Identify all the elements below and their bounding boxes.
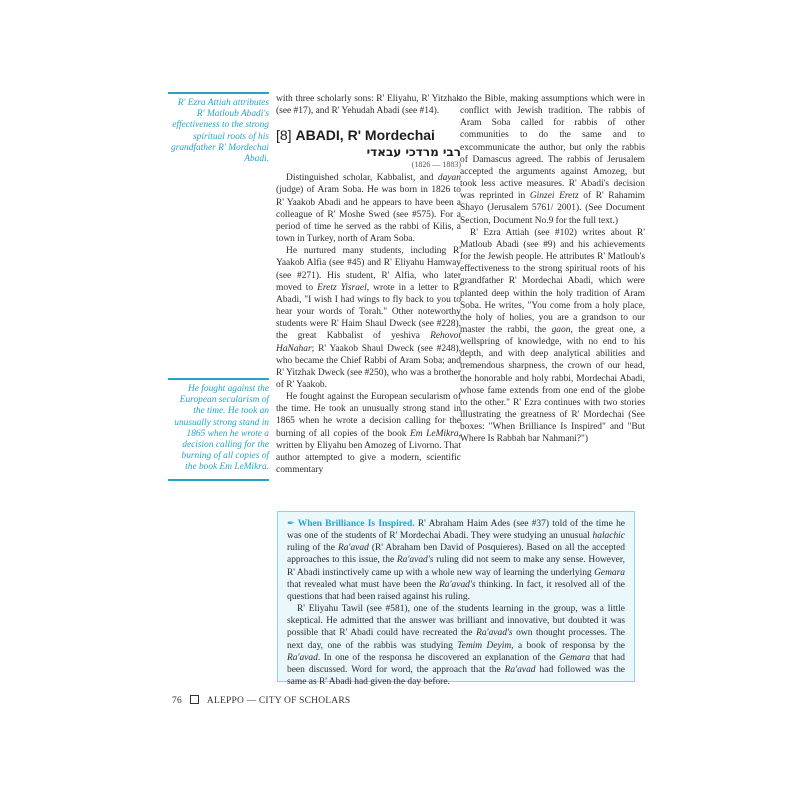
box-title: When Brilliance Is Inspired. — [297, 519, 415, 529]
paragraph: He fought against the European secularism of the time. He took an unusually strong stand in 1865 when he wrote a decision calling for the burning of all copies of the book Em LeMikra, written by Eliyahu ben Amozeg of Livorno. That author attempted to give a modern, scientific commentary — [276, 392, 461, 476]
paragraph: to the Bible, making assumptions which were in conflict with Jewish tradition. The rabbis of Aram Soba called for rabbis of other communities to do the same and to excommunicate the author, but only the rabbis of Damascus agreed. The rabbis of Jerusalem accepted the arguments against Amozeg, but took less active measures. R' Abadi's decision was reprinted in Ginzei Eretz of R' Rahamim Shayo (Jerusalem 5761/ 2001). (See Document Section, Document No.9 for the full text.) — [460, 94, 645, 226]
box-paragraph: ✒ When Brilliance Is Inspired. R' Abraham Haim Ades (see #37) told of the time he was one of the students of R' Mordechai Abadi. They were studying an unusual halachic ruling of the Ra'avad (R' Abraham ben David of Posquieres). Based on all the accepted approaches to this issue, the Ra'avad's ruling did not seem to make any sense. However, R' Abadi instinctively came up with a whole new way of learning the underlying Gemara that revealed what must have been the Ra'avad's thinking. In fact, it resolved all of the questions that had been raised against his ruling. — [287, 518, 626, 602]
entry-name: ABADI, R' Mordechai — [295, 127, 435, 144]
entry-heading — [276, 127, 461, 143]
box-paragraph: R' Eliyahu Tawil (see #581), one of the students learning in the group, was a little skeptical. He admitted that the answer was brilliant and innovative, but doubted it was possible that R' Abadi could have recreated the Ra'avad's own thought processes. The next day, one of the rabbis was studying Temim Deyim, a book of responsa by the Ra'avad. In one of the responsa he discovered an explanation of the Gemara that had been discussed. Word for word, the approach that the Ra'avad had followed was the same as R' Abadi had given the day before. — [287, 604, 626, 688]
margin-note-text: R' Ezra Attiah attributes R' Matloub Abadi's effectiveness to the strong spiritual roots of his grandfather R' Mordechai Abadi. — [171, 98, 269, 165]
continued-paragraph: with three scholarly sons: R' Eliyahu, R' Yitzhak (see #17), and R' Yehudah Abadi (see #14). — [276, 94, 461, 117]
text-column-2 — [460, 93, 645, 446]
paragraph: Distinguished scholar, Kabbalist, and dayan (judge) of Aram Soba. He was born in 1826 to R' Yaakob Abadi and he appears to have been a colleague of R' Moshe Swed (see #575). For a period of time he served as the rabbi of Kilis, a town in Turkey, north of Aram Soba. — [276, 173, 461, 245]
quill-icon: ✒ — [287, 518, 295, 528]
square-ornament-icon — [190, 695, 199, 704]
story-box — [277, 511, 635, 688]
margin-note-2 — [168, 378, 269, 481]
page-footer — [172, 695, 350, 706]
entry-number: [8] — [276, 127, 292, 144]
page-number: 76 — [172, 696, 182, 706]
entry-dates: (1826 — 1883) — [411, 160, 461, 170]
margin-note-1 — [168, 92, 269, 165]
entry-hebrew-name: רבי מרדכי עבאדי — [366, 145, 461, 160]
margin-note-text: He fought against the European secularism of the time. He took an unusually strong stand in 1865 when he wrote a decision calling for the burning of all copies of the book Em LeMikra. — [174, 384, 269, 473]
margin-note-top-rule — [168, 378, 269, 380]
text-column-1 — [276, 93, 461, 476]
margin-note-bottom-rule — [168, 479, 269, 481]
margin-note-top-rule — [168, 92, 269, 94]
paragraph: He nurtured many students, including R' Yaakob Alfia (see #45) and R' Eliyahu Hamway (see #271). His student, R' Alfia, who later moved to Eretz Yisrael, wrote in a letter to R' Abadi, "I wish I had wings to fly back to you to hear your words of Torah." Other noteworthy students were R' Haim Shaul Dweck (see #228), the great Kabbalist of yeshiva Rehovot HaNahar; R' Yaakob Shaul Dweck (see #248), who became the Chief Rabbi of Aram Soba; and R' Yitzhak Dweck (see #250), who was a brother of R' Yaakob. — [276, 246, 462, 390]
running-title: ALEPPO — CITY OF SCHOLARS — [206, 696, 351, 706]
paragraph: R' Ezra Attiah (see #102) writes about R' Matloub Abadi (see #9) and his achievements for the Jewish people. He attributes R' Matloub's effectiveness to the strong spiritual roots of his grandfather R' Mordechai Abadi, which were planted deep within the holy tradition of Aram Soba. He writes, "You come from a holy place, the holy of holies, you are a grandson to our master the rabbi, the gaon, the great one, a wellspring of knowledge, with no end to his depth, and with deep analytical abilities and tremendous sharpness, the crown of our head, the honorable and holy rabbi, Mordechai Abadi, whose fame extends from one end of the globe to the other." R' Ezra continues with two stories illustrating the greatness of R' Mordechai (See boxes: "When Brilliance Is Inspired" and "But Where Is Rabbah bar Nahmani?") — [460, 227, 645, 445]
